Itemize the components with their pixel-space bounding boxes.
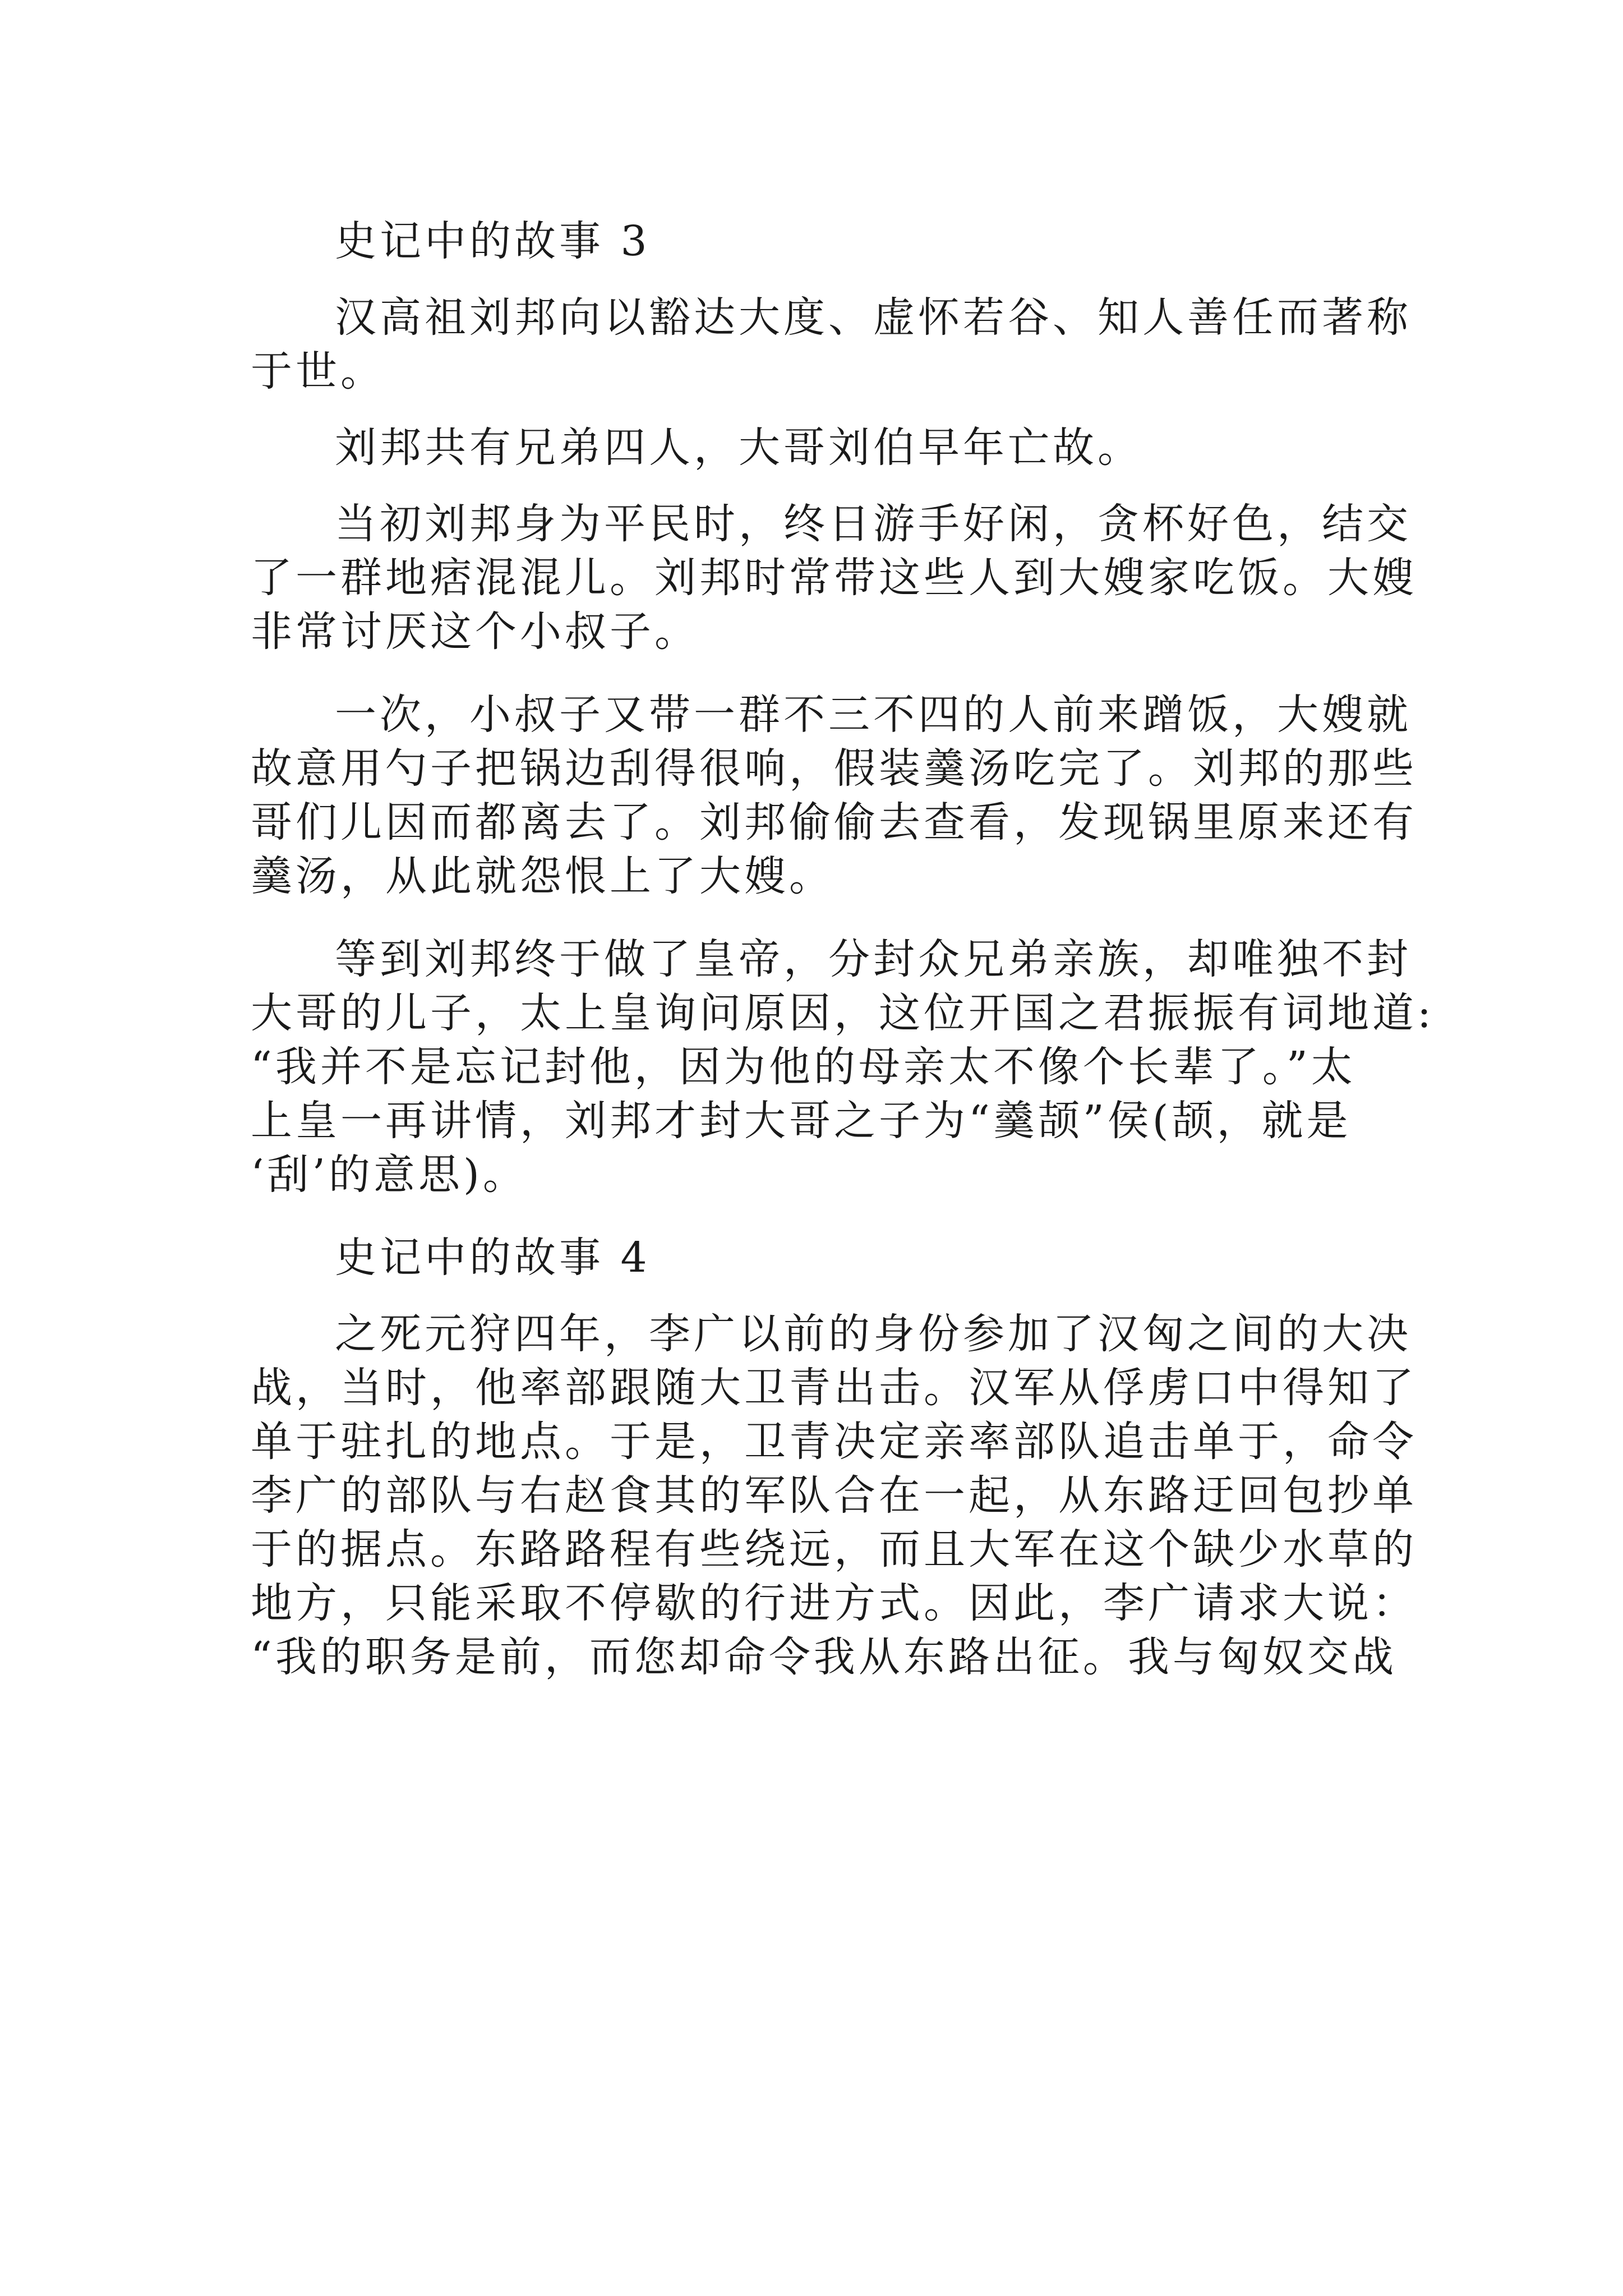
paragraph xyxy=(251,688,1417,903)
paragraph xyxy=(251,497,1417,659)
paragraph xyxy=(251,932,1435,1202)
heading-story-3 xyxy=(251,214,1378,268)
text-line: “我并不是忘记封他，因为他的母亲太不像个长辈了。”太 xyxy=(251,1043,1356,1091)
text-line: 李广的部队与右赵食其的军队合在一起，从东路迂回包抄单 xyxy=(251,1471,1417,1520)
text-line: “我的职务是前，而您却命令我从东路出征。我与匈奴交战 xyxy=(251,1633,1397,1681)
text-line: 地方，只能采取不停歇的行进方式。因此，李广请求大说： xyxy=(251,1579,1417,1627)
text-line: 汉高祖刘邦向以豁达大度、虚怀若谷、知人善任而著称 xyxy=(335,293,1412,342)
text-line: 故意用勺子把锅边刮得很响，假装羹汤吃完了。刘邦的那些 xyxy=(251,744,1417,793)
text-line: 哥们儿因而都离去了。刘邦偷偷去查看，发现锅里原来还有 xyxy=(251,798,1417,846)
text-line: ‘刮’的意思)。 xyxy=(251,1151,528,1199)
text-line: 了一群地痞混混儿。刘邦时常带这些人到大嫂家吃饭。大嫂 xyxy=(251,554,1417,602)
text-line: 战，当时，他率部跟随大卫青出击。汉军从俘虏口中得知了 xyxy=(251,1364,1417,1412)
text-line: 史记中的故事 3 xyxy=(335,217,651,265)
text-line: 上皇一再讲情，刘邦才封大哥之子为“羹颉”侯(颉，就是 xyxy=(251,1097,1352,1145)
text-line: 于的据点。东路路程有些绕远，而且大军在这个缺少水草的 xyxy=(251,1525,1417,1573)
paragraph xyxy=(251,1307,1417,1684)
text-line: 当初刘邦身为平民时，终日游手好闲，贪杯好色，结交 xyxy=(335,500,1412,548)
text-line: 羹汤，从此就怨恨上了大嫂。 xyxy=(251,852,834,900)
text-line: 大哥的儿子，太上皇询问原因，这位开国之君振振有词地道: xyxy=(251,989,1435,1037)
text-line: 之死元狩四年，李广以前的身份参加了汉匈之间的大决 xyxy=(335,1310,1412,1358)
text-line: 一次，小叔子又带一群不三不四的人前来蹭饭，大嫂就 xyxy=(335,691,1412,739)
paragraph xyxy=(251,421,1378,475)
text-line: 等到刘邦终于做了皇帝，分封众兄弟亲族，却唯独不封 xyxy=(335,935,1412,983)
text-line: 史记中的故事 4 xyxy=(335,1234,651,1282)
text-line: 非常讨厌这个小叔子。 xyxy=(251,608,699,656)
heading-story-4 xyxy=(251,1231,1378,1285)
document-body xyxy=(251,214,1435,1713)
text-line: 单于驻扎的地点。于是，卫青决定亲率部队追击单于，命令 xyxy=(251,1418,1417,1466)
paragraph xyxy=(251,291,1412,398)
text-line: 刘邦共有兄弟四人，大哥刘伯早年亡故。 xyxy=(335,424,1142,472)
text-line: 于世。 xyxy=(251,347,385,395)
